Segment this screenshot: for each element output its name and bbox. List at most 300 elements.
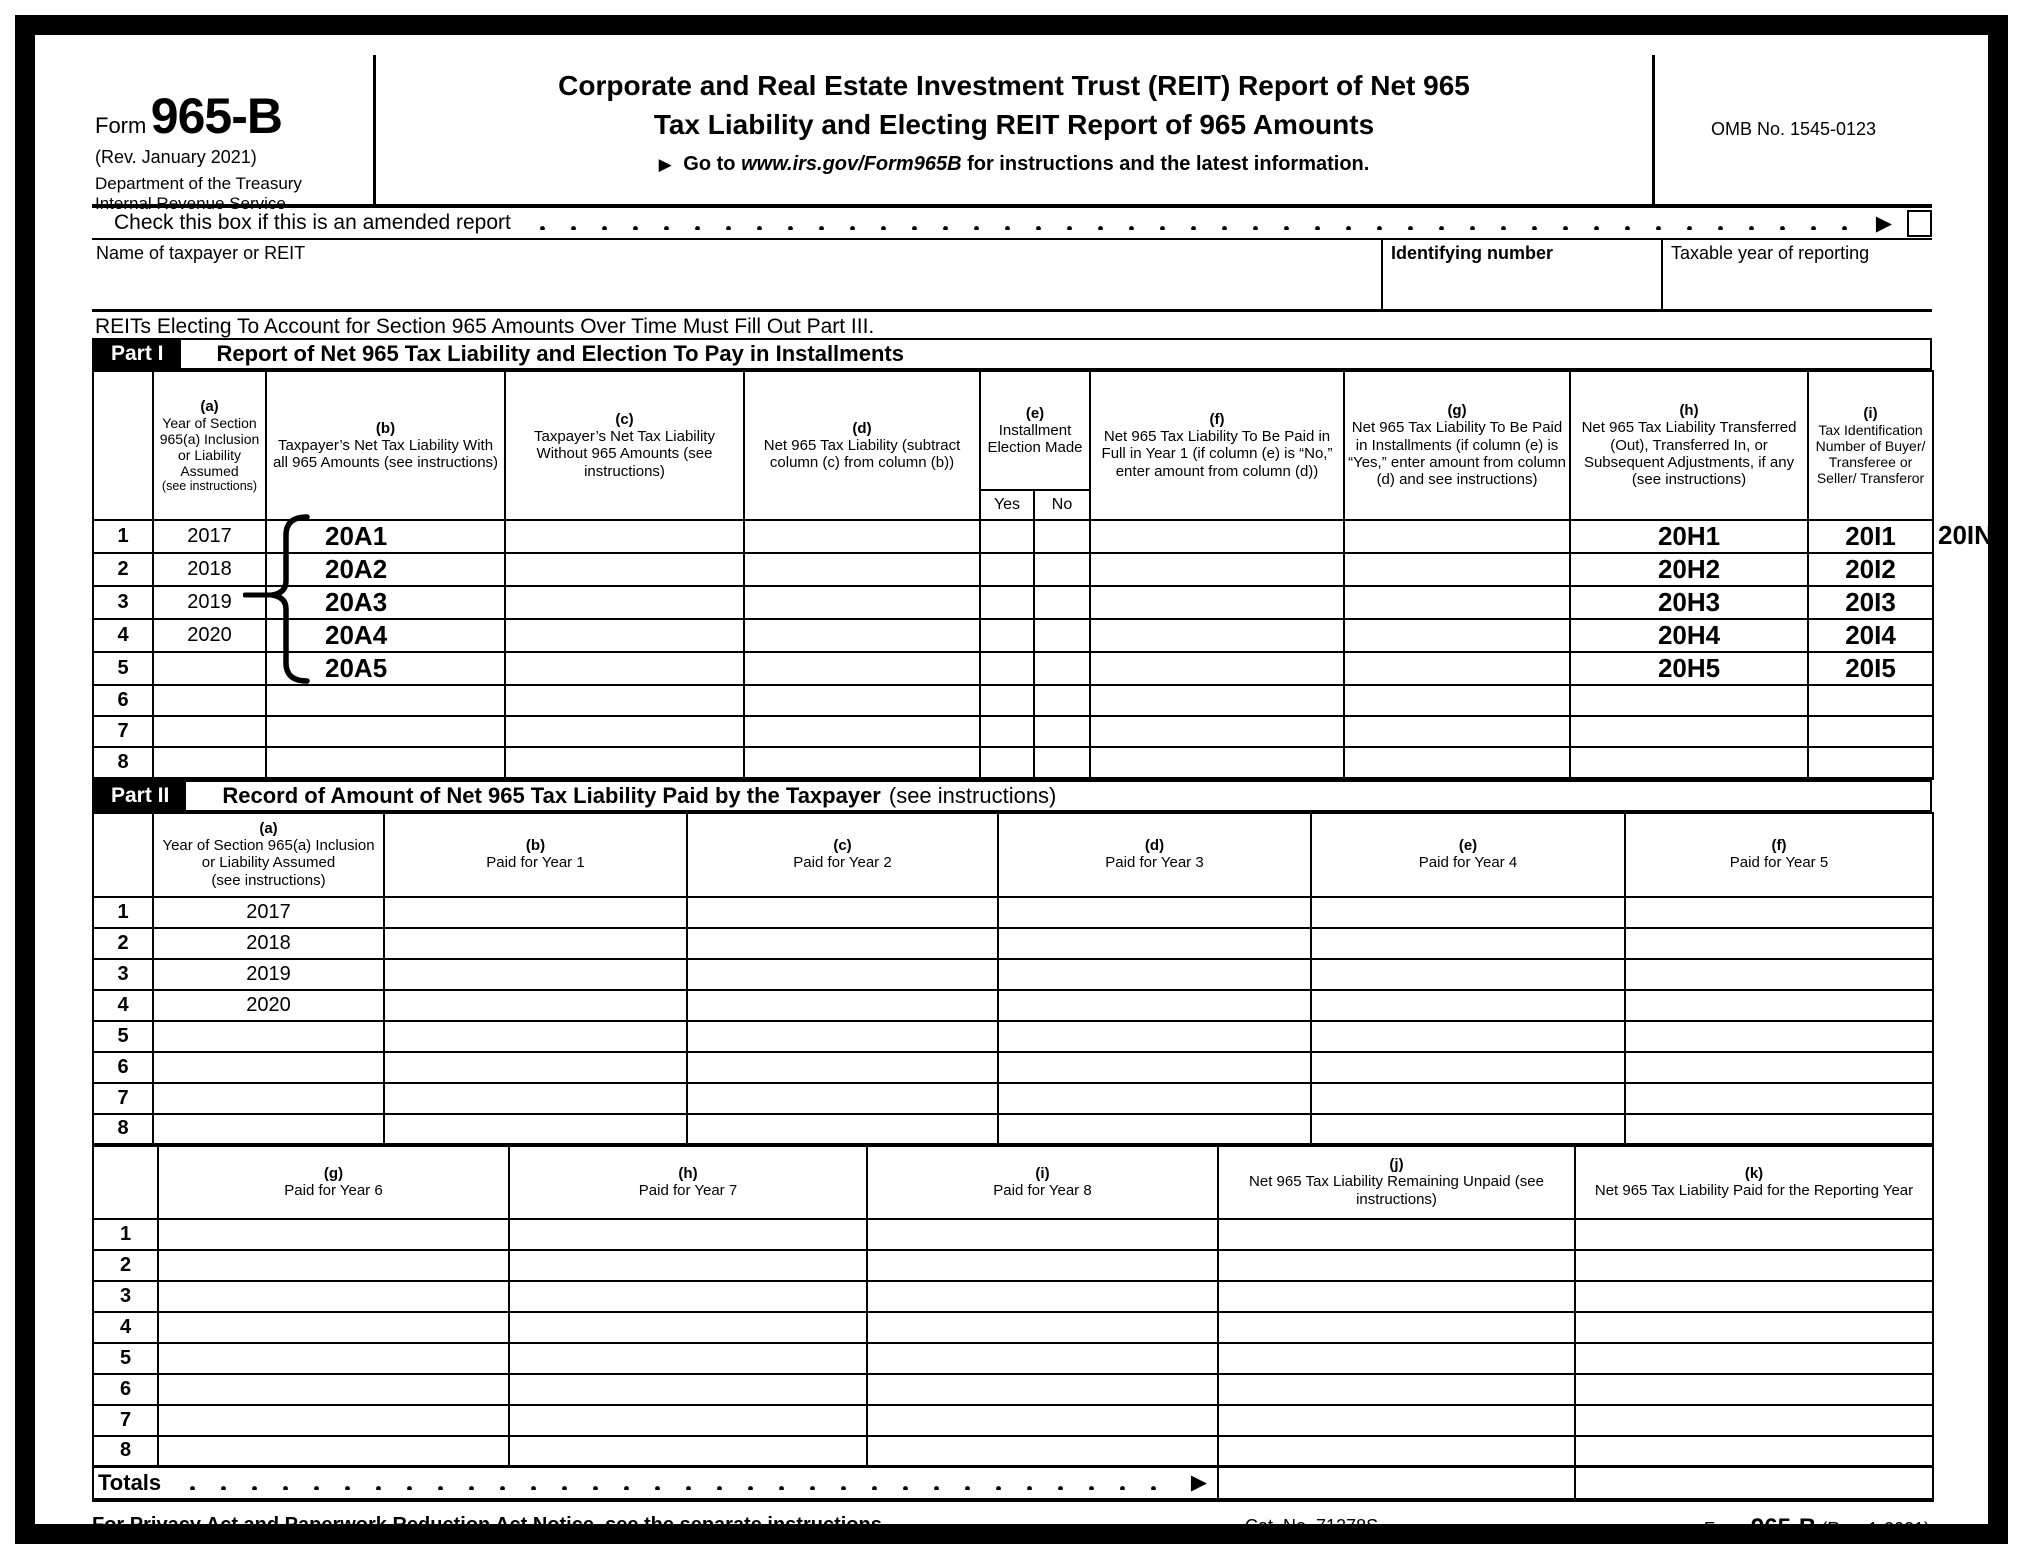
col-text: Net 965 Tax Liability Paid for the Reporting Year [1594,1181,1914,1199]
part1-row-6 [93,685,1933,716]
part2a-row-6 [93,1052,1933,1083]
cell-paid-y7[interactable] [509,1436,867,1467]
col-i-header [867,1147,1218,1219]
col-a-header [153,371,266,520]
privacy-act-notice: For Privacy Act and Paperwork Reduction Act Notice, see the separate instructions. [92,1513,888,1536]
footer-form-revision: (Rev. 1-2021) [1821,1518,1930,1539]
col-e-header [980,371,1090,490]
cell-e-yes[interactable] [980,716,1034,747]
cell-paid-y6[interactable] [158,1436,509,1467]
cell-e-yes[interactable] [980,652,1034,685]
cell-h[interactable]: 20H1 [1570,520,1808,553]
part2b-row-6 [93,1374,1933,1405]
col-d-header [998,813,1311,897]
cell-year[interactable] [153,685,266,716]
cell-c[interactable] [505,716,744,747]
row-number: 2 [93,928,153,959]
col-letter: (c) [833,837,852,855]
catalog-number: Cat. No. 71278S [1245,1515,1379,1536]
col-text: Paid for Year 2 [793,854,892,872]
row-number: 2 [93,553,153,586]
cell-h[interactable]: 20H2 [1570,553,1808,586]
cell-g[interactable] [1344,747,1570,778]
col-letter: (g) [323,1164,344,1182]
cell-paid-y2[interactable] [687,1083,998,1114]
cell-c[interactable] [505,520,744,553]
part2b-row-4 [93,1312,1933,1343]
col-letter: (a) [200,397,219,415]
goto-suffix: for instructions and the latest information. [967,153,1370,176]
cell-year[interactable]: 2017 [153,897,384,928]
cell-paid-y4[interactable] [1311,1052,1625,1083]
row-number: 5 [93,652,153,685]
cell-paid-y5[interactable] [1625,928,1933,959]
cell-paid-y3[interactable] [998,959,1311,990]
part1-row-8 [93,747,1933,778]
totals-row [93,1467,1933,1500]
cell-e-no[interactable] [1034,716,1090,747]
col-i-header [1808,371,1933,520]
taxable-year-label: Taxable year of reporting [1671,243,1870,263]
part1-row-1 [93,520,1933,553]
cell-g[interactable] [1344,520,1570,553]
cell-paid-y1[interactable] [384,928,687,959]
cell-paid-y5[interactable] [1625,1052,1933,1083]
cell-paid-y4[interactable] [1311,1114,1625,1145]
cell-g[interactable] [1344,685,1570,716]
cell-year[interactable]: 2019 [153,959,384,990]
amended-report-row [92,208,1932,240]
part1-title: Report of Net 965 Tax Liability and Election To Pay in Installments [216,341,904,366]
cell-h[interactable] [1570,685,1808,716]
totals-label: Totals [98,1469,162,1495]
cell-paid-y3[interactable] [998,928,1311,959]
part2b-row-7 [93,1405,1933,1436]
cell-paid-y7[interactable] [509,1343,867,1374]
cell-b[interactable]: 20A5 [266,652,505,685]
cell-paid-y1[interactable] [384,1083,687,1114]
form-title-line-1: Corporate and Real Estate Investment Trust (REIT) Report of Net 965 [558,70,1470,101]
col-note: (see instructions) [161,479,258,494]
cell-d[interactable] [744,716,980,747]
col-text: Paid for Year 3 [1105,854,1204,872]
row-number: 5 [93,1343,158,1374]
cell-f[interactable] [1090,553,1344,586]
cell-year[interactable]: 2018 [153,553,266,586]
col-text: Paid for Year 6 [284,1181,383,1199]
part1-row-7 [93,716,1933,747]
cell-e-yes[interactable] [980,520,1034,553]
cell-d[interactable] [744,652,980,685]
cell-paid-y7[interactable] [509,1219,867,1250]
part2a-row-7 [93,1083,1933,1114]
cell-b[interactable]: 20A1 [266,520,505,553]
cell-paid-y4[interactable] [1311,1083,1625,1114]
cell-year[interactable] [153,1052,384,1083]
col-letter: (g) [1447,402,1467,420]
cell-d[interactable] [744,619,980,652]
col-letter: (i) [1035,1164,1050,1182]
cell-e-yes[interactable] [980,553,1034,586]
cell-paid-y7[interactable] [509,1405,867,1436]
cell-h[interactable]: 20H5 [1570,652,1808,685]
row-number: 8 [93,1114,153,1145]
col-letter: (k) [1744,1164,1764,1182]
cell-g[interactable] [1344,586,1570,619]
cell-c[interactable] [505,652,744,685]
part2-title-note: (see instructions) [888,782,1057,808]
part2-table-years1to5 [92,812,1934,1147]
cell-i[interactable]: 20I5 [1808,652,1933,685]
cell-remaining-unpaid[interactable] [1218,1343,1575,1374]
corner-cell [93,371,153,520]
cell-f[interactable] [1090,716,1344,747]
cell-e-no[interactable] [1034,586,1090,619]
cell-f[interactable] [1090,652,1344,685]
cell-paid-y5[interactable] [1625,990,1933,1021]
footer-form-number: 965-B [1750,1513,1817,1541]
cell-e-yes[interactable] [980,685,1034,716]
cell-paid-y3[interactable] [998,1021,1311,1052]
col-text: Net 965 Tax Liability (subtract column (c) from column (b)) [763,436,961,471]
cell-remaining-unpaid[interactable] [1218,1374,1575,1405]
cell-c[interactable] [505,586,744,619]
cell-remaining-unpaid[interactable] [1218,1405,1575,1436]
part1-row-5 [93,652,1933,685]
cell-b[interactable] [266,685,505,716]
cell-remaining-unpaid[interactable] [1218,1312,1575,1343]
cell-year[interactable]: 2019 [153,586,266,619]
cell-paid-y5[interactable] [1625,1083,1933,1114]
col-letter: (c) [615,410,634,428]
part2a-row-2 [93,928,1933,959]
part2-tag: Part II [94,782,186,810]
part2-title [222,782,1056,810]
cell-paid-y1[interactable] [384,990,687,1021]
col-d-header [744,371,980,520]
row-number: 5 [93,1021,153,1052]
cell-paid-y2[interactable] [687,1021,998,1052]
cell-paid-y2[interactable] [687,959,998,990]
cell-year[interactable] [153,716,266,747]
cell-paid-reporting-year[interactable] [1575,1281,1933,1312]
part1-table-wrap [92,370,1993,780]
cell-paid-y7[interactable] [509,1250,867,1281]
cell-i[interactable] [1808,716,1933,747]
cell-h[interactable] [1570,747,1808,778]
form-word: Form [95,113,147,138]
cell-year[interactable] [153,747,266,778]
part1-tag: Part I [94,340,181,368]
dot-leader [525,216,1862,230]
cell-paid-y4[interactable] [1311,959,1625,990]
col-j-header [1218,1147,1575,1219]
col-letter: (a) [259,819,278,837]
cell-b[interactable]: 20A2 [266,553,505,586]
arrow-right-icon: ▶ [1875,211,1892,235]
form-page [35,35,1993,1541]
cell-paid-y8[interactable] [867,1436,1218,1467]
col-letter: (f) [1209,410,1225,428]
cell-paid-y3[interactable] [998,1083,1311,1114]
cell-year[interactable] [153,1083,384,1114]
cell-c[interactable] [505,619,744,652]
row-number: 3 [93,586,153,619]
form-revision: (Rev. January 2021) [95,147,257,167]
col-b-header [384,813,687,897]
cell-i[interactable] [1808,747,1933,778]
cell-paid-reporting-year[interactable] [1575,1405,1933,1436]
col-text: Year of Section 965(a) Inclusion or Liability Assumed [159,414,260,480]
cell-paid-reporting-year[interactable] [1575,1343,1933,1374]
cell-total-remaining-unpaid[interactable] [1218,1467,1575,1500]
cell-paid-reporting-year[interactable] [1575,1250,1933,1281]
cell-c[interactable] [505,747,744,778]
taxpayer-name-field[interactable] [92,240,1381,309]
cell-year[interactable] [153,1021,384,1052]
cell-e-no[interactable] [1034,685,1090,716]
cell-b[interactable]: 20A3 [266,586,505,619]
cell-year[interactable]: 2020 [153,990,384,1021]
cell-paid-y4[interactable] [1311,897,1625,928]
cell-paid-y5[interactable] [1625,1021,1933,1052]
col-text: Year of Section 965(a) Inclusion or Liability Assumed [162,836,375,872]
cell-e-no[interactable] [1034,619,1090,652]
cell-paid-y7[interactable] [509,1281,867,1312]
cell-g[interactable] [1344,553,1570,586]
cell-remaining-unpaid[interactable] [1218,1250,1575,1281]
row-number: 4 [93,619,153,652]
cell-i[interactable]: 20I1 [1808,520,1933,553]
cell-paid-reporting-year[interactable] [1575,1312,1933,1343]
cell-paid-y6[interactable] [158,1281,509,1312]
cell-f[interactable] [1090,520,1344,553]
col-a-header [153,813,384,897]
cell-paid-y8[interactable] [867,1405,1218,1436]
col-note: (see instructions) [211,871,326,889]
col-letter: (h) [678,1164,698,1182]
cell-paid-y2[interactable] [687,1114,998,1145]
identifying-number-field[interactable] [1381,240,1661,309]
cell-e-no[interactable] [1034,553,1090,586]
cell-c[interactable] [505,553,744,586]
cell-i[interactable] [1808,685,1933,716]
cell-f[interactable] [1090,619,1344,652]
cell-paid-y8[interactable] [867,1219,1218,1250]
col-letter: (e) [1458,837,1478,855]
cell-e-no[interactable] [1034,747,1090,778]
goto-prefix: Go to [683,153,736,176]
row-number: 8 [93,747,153,778]
corner-cell [93,813,153,897]
cell-d[interactable] [744,520,980,553]
cell-paid-y5[interactable] [1625,897,1933,928]
cell-paid-y6[interactable] [158,1312,509,1343]
cell-paid-y2[interactable] [687,990,998,1021]
cell-g[interactable] [1344,619,1570,652]
form-footer [92,1514,1932,1540]
cell-d[interactable] [744,586,980,619]
brace-annotation [243,513,313,685]
row-number: 4 [93,990,153,1021]
cell-paid-y1[interactable] [384,1114,687,1145]
cell-b[interactable] [266,716,505,747]
outside-ref-20in: 20IN [1938,520,1993,550]
part2b-row-1 [93,1219,1933,1250]
cell-paid-y3[interactable] [998,897,1311,928]
cell-paid-y6[interactable] [158,1343,509,1374]
cell-paid-y2[interactable] [687,897,998,928]
cell-f[interactable] [1090,586,1344,619]
cell-paid-y6[interactable] [158,1374,509,1405]
cell-i[interactable]: 20I3 [1808,586,1933,619]
cell-h[interactable]: 20H4 [1570,619,1808,652]
col-letter: (d) [852,419,872,437]
cell-paid-y8[interactable] [867,1281,1218,1312]
omb-block [1655,55,1932,204]
part1-header-bar [92,338,1932,370]
cell-paid-y5[interactable] [1625,1114,1933,1145]
amended-report-label: Check this box if this is an amended report [114,211,511,234]
cell-paid-y8[interactable] [867,1250,1218,1281]
col-text: Taxpayer’s Net Tax Liability Without 965 Amounts (see instructions) [534,427,715,480]
cell-g[interactable] [1344,716,1570,747]
identifying-number-label: Identifying number [1391,243,1553,263]
form-id-block [92,55,373,214]
cell-paid-y6[interactable] [158,1219,509,1250]
cell-paid-reporting-year[interactable] [1575,1436,1933,1467]
row-number: 8 [93,1436,158,1467]
cell-paid-y7[interactable] [509,1312,867,1343]
cell-remaining-unpaid[interactable] [1218,1281,1575,1312]
part2a-row-8 [93,1114,1933,1145]
cell-paid-y8[interactable] [867,1374,1218,1405]
cell-e-no[interactable] [1034,652,1090,685]
cell-paid-y4[interactable] [1311,990,1625,1021]
cell-e-yes[interactable] [980,586,1034,619]
cell-paid-y1[interactable] [384,897,687,928]
footer-form-word: Form [1703,1518,1746,1539]
cell-paid-y3[interactable] [998,990,1311,1021]
row-number: 1 [93,520,153,553]
amended-checkbox[interactable] [1907,210,1932,237]
col-letter: (b) [525,837,546,855]
cell-paid-y7[interactable] [509,1374,867,1405]
page-border [15,15,2008,1544]
cell-paid-reporting-year[interactable] [1575,1374,1933,1405]
cell-b[interactable]: 20A4 [266,619,505,652]
col-e-header [1311,813,1625,897]
cell-paid-y6[interactable] [158,1250,509,1281]
row-number: 1 [93,897,153,928]
cell-paid-y2[interactable] [687,1052,998,1083]
col-letter: (i) [1863,404,1878,422]
cell-b[interactable] [266,747,505,778]
cell-paid-y8[interactable] [867,1343,1218,1374]
col-letter: (f) [1771,837,1787,855]
cell-year[interactable]: 2017 [153,520,266,553]
row-number: 7 [93,1083,153,1114]
part2b-row-2 [93,1250,1933,1281]
cell-paid-y1[interactable] [384,1052,687,1083]
cell-f[interactable] [1090,747,1344,778]
cell-g[interactable] [1344,652,1570,685]
part2a-row-4 [93,990,1933,1021]
part2a-row-3 [93,959,1933,990]
cell-paid-y3[interactable] [998,1114,1311,1145]
cell-c[interactable] [505,685,744,716]
taxable-year-field[interactable] [1661,240,1932,309]
cell-year[interactable]: 2018 [153,928,384,959]
cell-d[interactable] [744,553,980,586]
cell-e-yes[interactable] [980,619,1034,652]
cell-i[interactable]: 20I2 [1808,553,1933,586]
part1-row-3 [93,586,1933,619]
cell-year[interactable] [153,1114,384,1145]
cell-paid-y1[interactable] [384,959,687,990]
row-number: 1 [93,1219,158,1250]
cell-paid-y8[interactable] [867,1312,1218,1343]
cell-e-yes[interactable] [980,747,1034,778]
col-f-header [1090,371,1344,520]
form-number: 965-B [150,88,282,144]
col-c-header [687,813,998,897]
form-header [92,55,1932,214]
cell-h[interactable] [1570,716,1808,747]
goto-url: www.irs.gov/Form965B [741,153,962,176]
cell-d[interactable] [744,747,980,778]
cell-paid-y4[interactable] [1311,1021,1625,1052]
cell-e-no[interactable] [1034,520,1090,553]
row-number: 7 [93,1405,158,1436]
part2a-row-1 [93,897,1933,928]
part2-table-years6to8 [92,1147,1934,1502]
col-text: Paid for Year 4 [1418,854,1518,872]
col-h-header [1570,371,1808,520]
cell-paid-y3[interactable] [998,1052,1311,1083]
part2a-row-5 [93,1021,1933,1052]
col-f-header [1625,813,1933,897]
col-letter: (e) [1025,404,1045,422]
cell-paid-y4[interactable] [1311,928,1625,959]
omb-number: OMB No. 1545-0123 [1710,119,1877,139]
cell-i[interactable]: 20I4 [1808,619,1933,652]
cell-paid-reporting-year[interactable] [1575,1219,1933,1250]
cell-remaining-unpaid[interactable] [1218,1219,1575,1250]
cell-year[interactable]: 2020 [153,619,266,652]
col-letter: (d) [1144,837,1165,855]
cell-paid-y2[interactable] [687,928,998,959]
cell-d[interactable] [744,685,980,716]
agency-line-1: Department of the Treasury [95,174,302,193]
col-text: Net 965 Tax Liability Transferred (Out), Transferred In, or Subsequent Adjustments, if any (see instructions) [1581,419,1797,489]
cell-paid-y5[interactable] [1625,959,1933,990]
cell-total-paid-reporting-year[interactable] [1575,1467,1933,1500]
col-text: Net 965 Tax Liability Remaining Unpaid (see instructions) [1249,1173,1544,1208]
cell-paid-y6[interactable] [158,1405,509,1436]
cell-f[interactable] [1090,685,1344,716]
agency-line-2: Internal Revenue Service [95,194,286,214]
taxpayer-name-label: Name of taxpayer or REIT [96,243,306,263]
row-number: 3 [93,1281,158,1312]
cell-h[interactable]: 20H3 [1570,586,1808,619]
cell-paid-y1[interactable] [384,1021,687,1052]
footer-form-reference [1704,1514,1930,1542]
reit-instruction-note: REITs Electing To Account for Section 965 Amounts Over Time Must Fill Out Part III. [95,315,875,338]
arrow-right-icon: ▶ [658,155,672,175]
row-number: 6 [93,685,153,716]
cell-remaining-unpaid[interactable] [1218,1436,1575,1467]
